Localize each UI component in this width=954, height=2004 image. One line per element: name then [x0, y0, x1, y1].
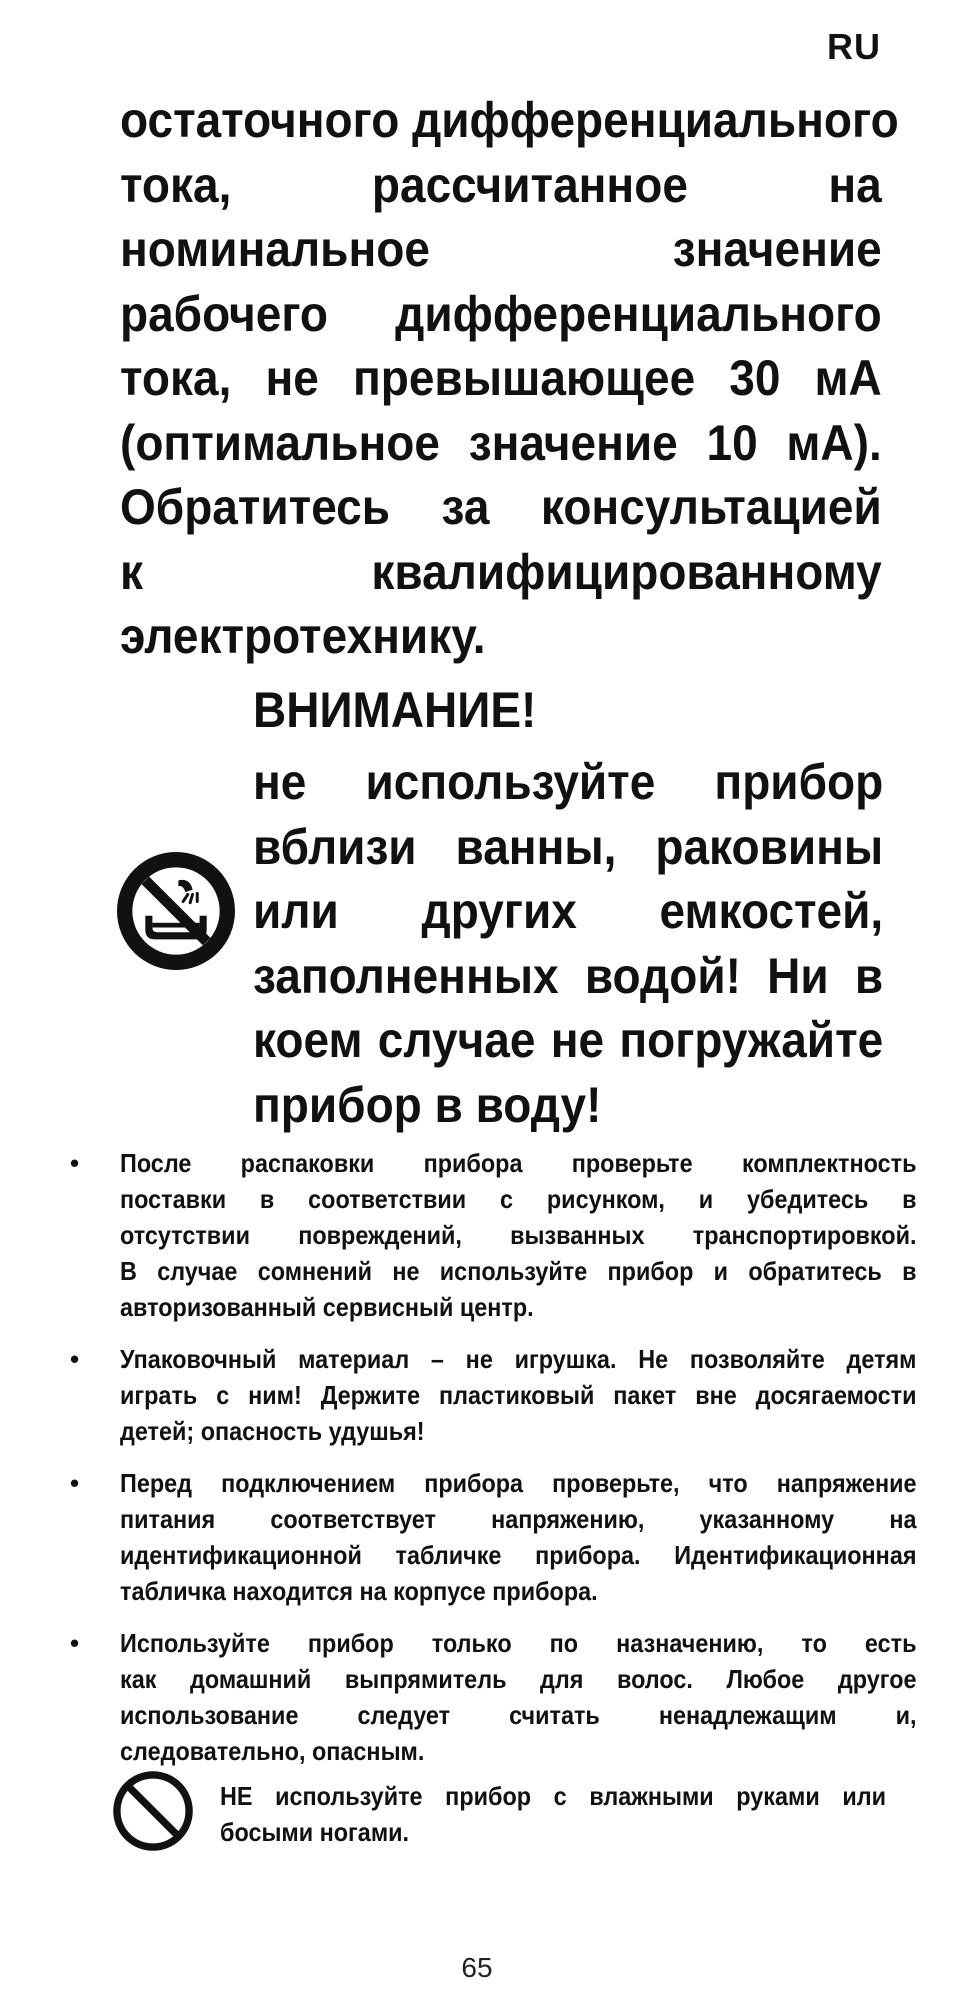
- prohibition-text: [220, 1778, 886, 1850]
- list-item: [70, 1625, 930, 1769]
- intro-line: к квалифицированному: [120, 543, 882, 600]
- warning-line: заполненных водой! Ни в: [253, 947, 884, 1004]
- intro-line: тока, рассчитанное на: [120, 156, 882, 213]
- bullet-line: авторизованный сервисный центр.: [120, 1292, 534, 1322]
- bullet-line: детей; опасность удушья!: [120, 1416, 425, 1446]
- intro-line: рабочего дифференциального: [120, 285, 882, 342]
- intro-line: остаточного дифференциального: [120, 92, 899, 148]
- bullet-line: использование следует считать ненадлежащим и,: [120, 1700, 917, 1730]
- bullet-text: [120, 1145, 917, 1325]
- intro-line: тока, не превышающее 30 мА: [120, 350, 882, 406]
- bullet-text: [120, 1465, 917, 1609]
- bullet-marker: •: [70, 1148, 80, 1178]
- bullet-line: идентификационной табличке прибора. Идентификационная: [120, 1540, 917, 1570]
- intro-line: Обратитесь за консультацией: [120, 479, 882, 535]
- page-number: 65: [461, 1952, 493, 1983]
- bullet-text: [120, 1625, 917, 1769]
- intro-line: электротехнику.: [120, 608, 486, 664]
- prohibition-icon: [112, 1770, 194, 1852]
- list-item: [70, 1465, 930, 1609]
- prohibition-line: НЕ используйте прибор с влажными руками или: [220, 1781, 886, 1811]
- bullet-marker: •: [70, 1468, 80, 1498]
- bullet-line: табличка находится на корпусе прибора.: [120, 1576, 598, 1606]
- bullet-line: Перед подключением прибора проверьте, что напряжение: [120, 1468, 917, 1498]
- intro-paragraph: [120, 88, 899, 669]
- bullet-text: [120, 1341, 917, 1449]
- bullet-line: поставки в соответствии с рисунком, и убедитесь в: [120, 1184, 917, 1214]
- warning-line: вблизи ванны, раковины: [253, 818, 884, 875]
- bullet-line: играть с ним! Держите пластиковый пакет вне досягаемости: [120, 1380, 917, 1410]
- bullet-line: В случае сомнений не используйте прибор и обратитесь в: [120, 1256, 917, 1286]
- no-bath-icon: [117, 852, 235, 970]
- warning-body: [253, 750, 883, 1137]
- warning-line: коем случае не погружайте: [253, 1012, 884, 1068]
- intro-line: (оптимальное значение 10 мА).: [120, 414, 882, 471]
- list-item: [70, 1341, 930, 1449]
- bullet-line: следовательно, опасным.: [120, 1736, 425, 1766]
- intro-line: номинальное значение: [120, 221, 882, 277]
- bullet-marker: •: [70, 1344, 80, 1374]
- language-code: RU: [827, 26, 881, 67]
- safety-bullet-list: [70, 1145, 930, 1785]
- bullet-line: Упаковочный материал – не игрушка. Не позволяйте детям: [120, 1344, 917, 1374]
- warning-title: ВНИМАНИЕ!: [253, 682, 537, 738]
- bullet-line: После распаковки прибора проверьте комплектность: [120, 1148, 917, 1178]
- prohibition-line: босыми ногами.: [220, 1817, 410, 1847]
- warning-line: или других емкостей,: [253, 883, 884, 939]
- bullet-line: Используйте прибор только по назначению, то есть: [120, 1628, 917, 1658]
- warning-line: не используйте прибор: [253, 754, 884, 810]
- bullet-marker: •: [70, 1628, 80, 1658]
- bullet-line: питания соответствует напряжению, указанному на: [120, 1504, 917, 1534]
- list-item: [70, 1145, 930, 1325]
- bullet-line: отсутствии повреждений, вызванных транспортировкой.: [120, 1220, 917, 1250]
- bullet-line: как домашний выпрямитель для волос. Любое другое: [120, 1664, 917, 1694]
- warning-line: прибор в воду!: [253, 1076, 602, 1133]
